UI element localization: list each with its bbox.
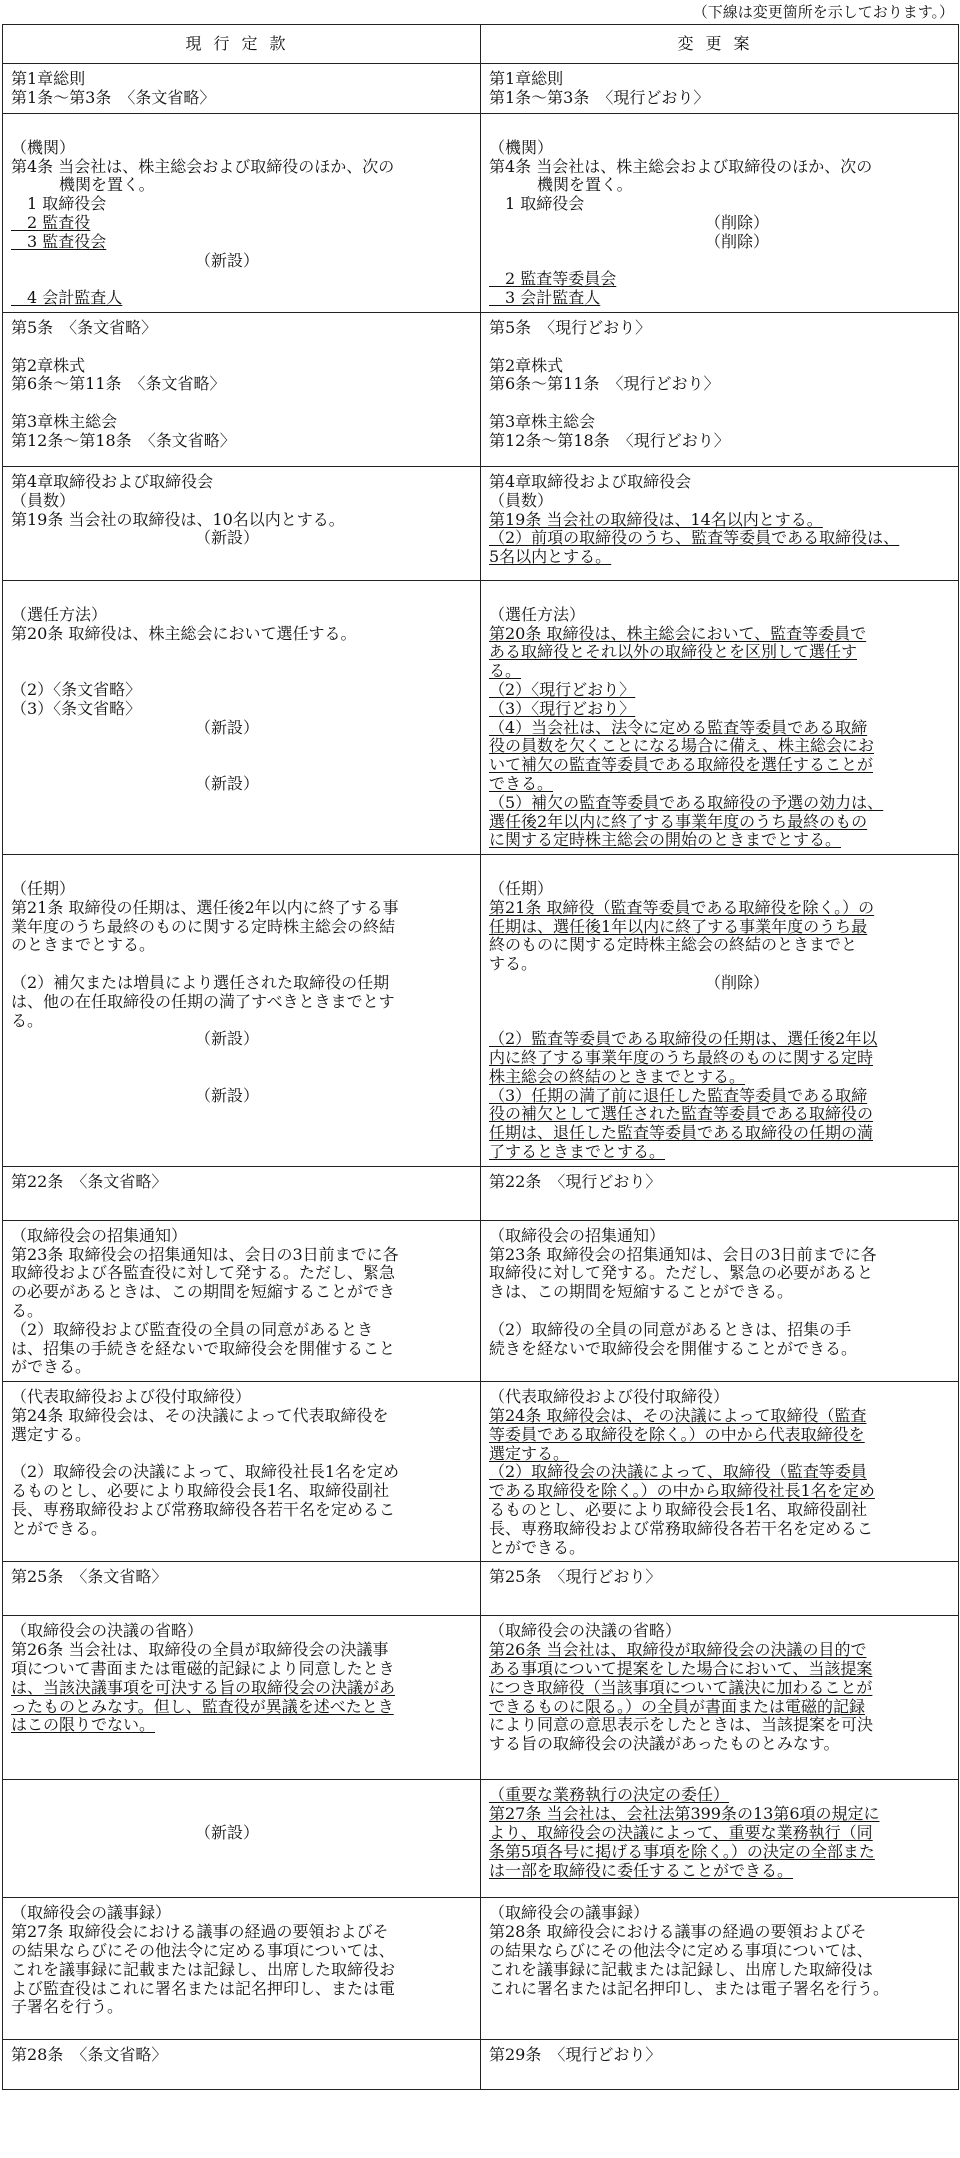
article-line: ができる。 bbox=[11, 1357, 92, 1377]
proposed-article-cell bbox=[481, 312, 959, 466]
article-line: は、他の在任取締役の任期の満了すべきときまでとす bbox=[11, 991, 395, 1011]
current-article-cell bbox=[3, 312, 481, 466]
article-line: るものとし、必要により取締役会長1名、取締役副社 bbox=[11, 1481, 390, 1501]
article-line: 第6条～第11条 〈現行どおり〉 bbox=[489, 374, 720, 394]
article-line: （員数） bbox=[489, 490, 554, 510]
article-line: 役の補欠として選任された監査等委員である取締役の bbox=[489, 1104, 874, 1124]
article-line: により同意の意思表示をしたときは、当該提案を可決 bbox=[489, 1715, 874, 1735]
article-line: 1 取締役会 bbox=[11, 194, 107, 214]
article-line: （2）補欠または増員により選任された取締役の任期 bbox=[11, 972, 390, 992]
table-row bbox=[3, 1382, 959, 1562]
article-line: これを議事録に記載または記録し、出席した取締役お bbox=[11, 1959, 396, 1979]
article-line: である取締役を除く。）の中から取締役社長1名を定め bbox=[489, 1481, 875, 1501]
article-line: （新設） bbox=[11, 773, 260, 793]
current-articles-header: 現行定款 bbox=[3, 25, 481, 64]
article-line: 第12条～第18条 〈条文省略〉 bbox=[11, 430, 236, 450]
article-line: （2）取締役の全員の同意があるときは、招集の手 bbox=[489, 1319, 852, 1339]
article-line: これを議事録に記載または記録し、出席した取締役は bbox=[489, 1959, 874, 1979]
article-line: 第23条 取締役会の招集通知は、会日の3日前までに各 bbox=[11, 1244, 399, 1264]
article-line: きは、この期間を短縮することができる。 bbox=[489, 1282, 794, 1302]
table-row bbox=[3, 580, 959, 854]
article-line: るものとし、必要により取締役会長1名、取締役副社 bbox=[489, 1500, 868, 1520]
article-line: 長、専務取締役および常務取締役各若干名を定めるこ bbox=[489, 1518, 874, 1538]
article-line bbox=[489, 1302, 950, 1321]
article-line: （取締役会の議事録） bbox=[11, 1903, 172, 1923]
article-line: 第27条 取締役会における議事の経過の要領およびそ bbox=[11, 1922, 389, 1942]
article-line: 第4条 当会社は、株主総会および取締役のほか、次の bbox=[11, 156, 395, 176]
article-line: （5）補欠の監査等委員である取締役の予選の効力は、 bbox=[489, 792, 884, 812]
article-line: 取締役および各監査役に対して発する。ただし、緊急 bbox=[11, 1263, 396, 1283]
article-line bbox=[489, 587, 950, 606]
proposed-article-cell bbox=[481, 1780, 959, 1898]
article-line bbox=[489, 861, 950, 880]
current-article-cell bbox=[3, 1166, 481, 1220]
article-line: （2）前項の取締役のうち、監査等委員である取締役は、 bbox=[489, 528, 900, 548]
article-line: できる。 bbox=[489, 773, 554, 793]
article-line: 2 監査役 bbox=[11, 212, 91, 232]
article-line: 第21条 取締役の任期は、選任後2年以内に終了する事 bbox=[11, 897, 399, 917]
article-line: （削除） bbox=[489, 972, 770, 992]
article-line: る。 bbox=[11, 1010, 44, 1030]
article-line bbox=[11, 587, 472, 606]
article-line: 第2章株式 bbox=[489, 355, 564, 375]
table-row bbox=[3, 114, 959, 313]
article-line: 第1条～第3条 〈条文省略〉 bbox=[11, 87, 216, 107]
article-line: 第1章総則 bbox=[11, 69, 86, 88]
article-line: 役の員数を欠くことになる場合に備え、株主総会にお bbox=[489, 736, 874, 756]
article-line: （代表取締役および役付取締役） bbox=[11, 1387, 252, 1407]
article-line: 終のものに関する定時株主総会の終結のときまでと bbox=[489, 935, 858, 955]
article-line bbox=[489, 120, 950, 139]
article-line bbox=[11, 1068, 472, 1087]
table-row bbox=[3, 855, 959, 1167]
article-line: 第1章総則 bbox=[489, 69, 564, 88]
proposed-article-cell bbox=[481, 1220, 959, 1381]
table-row bbox=[3, 64, 959, 114]
article-line: 第28条 〈条文省略〉 bbox=[11, 2045, 168, 2065]
article-line: 項について書面または電磁的記録により同意したとき bbox=[11, 1659, 395, 1679]
article-line: できるものに限る。）の全員が書面または電磁的記録 bbox=[489, 1696, 866, 1716]
article-line bbox=[11, 338, 472, 357]
article-line: （2）取締役会の決議によって、取締役社長1名を定め bbox=[11, 1462, 400, 1482]
article-line: 第5条 〈現行どおり〉 bbox=[489, 317, 652, 337]
table-row bbox=[3, 1898, 959, 2040]
article-line: （新設） bbox=[11, 1085, 260, 1105]
article-line: 第12条～第18条 〈現行どおり〉 bbox=[489, 430, 730, 450]
article-line: 任期は、選任後1年以内に終了する事業年度のうち最 bbox=[489, 916, 868, 936]
article-line: 第3章株主総会 bbox=[11, 411, 118, 431]
article-line: （新設） bbox=[11, 1029, 260, 1049]
article-line: （取締役会の招集通知） bbox=[489, 1225, 666, 1245]
current-article-cell bbox=[3, 1562, 481, 1616]
article-line: 了するときまでとする。 bbox=[489, 1142, 666, 1162]
article-line: （員数） bbox=[11, 490, 76, 510]
proposed-article-cell bbox=[481, 64, 959, 114]
article-line: 第25条 〈現行どおり〉 bbox=[489, 1567, 662, 1587]
article-line: よび監査役はこれに署名または記名押印し、または電 bbox=[11, 1978, 396, 1998]
article-line: 第4章取締役および取締役会 bbox=[489, 471, 692, 491]
article-line: （3）〈条文省略〉 bbox=[11, 698, 142, 718]
article-line: （4）当会社は、法令に定める監査等委員である取締 bbox=[489, 717, 868, 737]
article-line: の必要があるときは、この期間を短縮することができ bbox=[11, 1282, 396, 1302]
article-line: る。 bbox=[11, 1301, 44, 1321]
article-line bbox=[11, 861, 472, 880]
article-line: 3 会計監査人 bbox=[489, 288, 601, 308]
current-article-cell bbox=[3, 1220, 481, 1381]
article-line: 4 会計監査人 bbox=[11, 288, 123, 308]
table-row bbox=[3, 1780, 959, 1898]
article-line: （取締役会の招集通知） bbox=[11, 1225, 188, 1245]
article-line: ったものとみなす。但し、監査役が異議を述べたとき bbox=[11, 1696, 394, 1716]
article-line: （選任方法） bbox=[489, 604, 586, 624]
article-line: （取締役会の決議の省略） bbox=[11, 1621, 204, 1641]
article-line: 第5条 〈条文省略〉 bbox=[11, 317, 158, 337]
article-line: 選定する。 bbox=[11, 1424, 92, 1444]
article-line: （新設） bbox=[11, 1823, 260, 1843]
article-line: 長、専務取締役および常務取締役各若干名を定めるこ bbox=[11, 1500, 396, 1520]
article-line bbox=[11, 955, 472, 974]
article-line: 3 監査役会 bbox=[11, 231, 107, 251]
table-row bbox=[3, 466, 959, 580]
article-line: （任期） bbox=[11, 878, 76, 898]
article-line: 任期は、退任した監査等委員である取締役の任期の満 bbox=[489, 1123, 874, 1143]
article-line: （新設） bbox=[11, 717, 260, 737]
article-line bbox=[11, 756, 472, 775]
article-line: 第4章取締役および取締役会 bbox=[11, 471, 214, 491]
article-line: 第19条 当会社の取締役は、14名以内とする。 bbox=[489, 509, 823, 529]
article-line bbox=[11, 1786, 472, 1805]
article-line: 機関を置く。 bbox=[489, 175, 633, 195]
article-line: する旨の取締役会の決議があったものとみなす。 bbox=[489, 1734, 840, 1754]
proposed-changes-header: 変更案 bbox=[481, 25, 959, 64]
article-line bbox=[489, 1012, 950, 1031]
article-line: 子署名を行う。 bbox=[11, 1997, 124, 2017]
article-line: 2 監査等委員会 bbox=[489, 269, 617, 289]
article-line: （重要な業務執行の決定の委任） bbox=[489, 1785, 730, 1805]
article-line: （削除） bbox=[489, 212, 770, 232]
article-line bbox=[489, 338, 950, 357]
article-line: 第2章株式 bbox=[11, 355, 86, 375]
article-line: 等委員である取締役を除く。）の中から代表取締役を bbox=[489, 1424, 865, 1444]
article-line: （2）取締役および監査役の全員の同意があるとき bbox=[11, 1319, 374, 1339]
article-line bbox=[11, 662, 472, 681]
amendment-comparison-table bbox=[2, 24, 959, 2090]
table-row bbox=[3, 1616, 959, 1780]
article-line: のときまでとする。 bbox=[11, 935, 156, 955]
article-line: の結果ならびにその他法令に定める事項については、 bbox=[11, 1941, 395, 1961]
article-line: 第27条 当会社は、会社法第399条の13第6項の規定に bbox=[489, 1804, 880, 1824]
proposed-article-cell bbox=[481, 1616, 959, 1780]
article-line: 選定する。 bbox=[489, 1443, 570, 1463]
article-line: （2）〈現行どおり〉 bbox=[489, 679, 636, 699]
table-body bbox=[3, 64, 959, 2090]
article-line: 第28条 取締役会における議事の経過の要領およびそ bbox=[489, 1922, 867, 1942]
article-line: 第4条 当会社は、株主総会および取締役のほか、次の bbox=[489, 156, 873, 176]
article-line: 第21条 取締役（監査等委員である取締役を除く。）の bbox=[489, 897, 875, 917]
article-line: 第25条 〈条文省略〉 bbox=[11, 1567, 168, 1587]
article-line: （削除） bbox=[489, 231, 770, 251]
proposed-article-cell bbox=[481, 1898, 959, 2040]
article-line: （3）〈現行どおり〉 bbox=[489, 698, 636, 718]
article-line: （新設） bbox=[11, 528, 260, 548]
table-row bbox=[3, 1166, 959, 1220]
article-line bbox=[11, 737, 472, 756]
article-line: する。 bbox=[489, 954, 538, 974]
article-line: （2）〈条文省略〉 bbox=[11, 679, 142, 699]
article-line: 第20条 取締役は、株主総会において選任する。 bbox=[11, 623, 357, 643]
article-line bbox=[11, 1445, 472, 1464]
table-row bbox=[3, 312, 959, 466]
article-line: は一部を取締役に委任することができる。 bbox=[489, 1860, 794, 1880]
current-article-cell bbox=[3, 1616, 481, 1780]
current-article-cell bbox=[3, 114, 481, 313]
proposed-article-cell bbox=[481, 1562, 959, 1616]
article-line bbox=[11, 394, 472, 413]
article-line: る。 bbox=[489, 661, 522, 681]
article-line: （新設） bbox=[11, 250, 260, 270]
article-line: 条第5項各号に掲げる事項を除く。）の決定の全部また bbox=[489, 1841, 875, 1861]
article-line bbox=[11, 120, 472, 139]
article-line: 第6条～第11条 〈条文省略〉 bbox=[11, 374, 226, 394]
article-line: 第3章株主総会 bbox=[489, 411, 596, 431]
current-article-cell bbox=[3, 466, 481, 580]
article-line: 5名以内とする。 bbox=[489, 547, 612, 567]
article-line: の結果ならびにその他法令に定める事項については、 bbox=[489, 1941, 873, 1961]
article-line: 第20条 取締役は、株主総会において、監査等委員で bbox=[489, 623, 867, 643]
table-row bbox=[3, 1562, 959, 1616]
article-line bbox=[11, 643, 472, 662]
article-line bbox=[11, 270, 472, 289]
article-line: 第23条 取締役会の招集通知は、会日の3日前までに各 bbox=[489, 1244, 877, 1264]
article-line: とができる。 bbox=[489, 1537, 586, 1557]
article-line: はこの限りでない。 bbox=[11, 1715, 156, 1735]
current-article-cell bbox=[3, 2040, 481, 2090]
article-line: （機関） bbox=[11, 137, 76, 157]
article-line: 第29条 〈現行どおり〉 bbox=[489, 2045, 662, 2065]
article-line: （3）任期の満了前に退任した監査等委員である取締 bbox=[489, 1085, 868, 1105]
article-line: 機関を置く。 bbox=[11, 175, 155, 195]
proposed-article-cell bbox=[481, 1166, 959, 1220]
article-line: （取締役会の議事録） bbox=[489, 1903, 650, 1923]
proposed-article-cell bbox=[481, 2040, 959, 2090]
current-article-cell bbox=[3, 855, 481, 1167]
article-line: （任期） bbox=[489, 878, 554, 898]
article-line: これに署名または記名押印し、または電子署名を行う。 bbox=[489, 1978, 890, 1998]
article-line: 第22条 〈現行どおり〉 bbox=[489, 1171, 662, 1191]
article-line: 続きを経ないで取締役会を開催することができる。 bbox=[489, 1338, 858, 1358]
current-article-cell bbox=[3, 1382, 481, 1562]
article-line: 選任後2年以内に終了する事業年度のうち最終のもの bbox=[489, 811, 868, 831]
article-line bbox=[489, 394, 950, 413]
article-line bbox=[489, 252, 950, 271]
current-article-cell bbox=[3, 1898, 481, 2040]
article-line: ある事項について提案をした場合において、当該提案 bbox=[489, 1659, 873, 1679]
article-line: とができる。 bbox=[11, 1518, 108, 1538]
article-line: いて補欠の監査等委員である取締役を選任することが bbox=[489, 755, 874, 775]
article-line: （代表取締役および役付取締役） bbox=[489, 1387, 730, 1407]
article-line: （選任方法） bbox=[11, 604, 108, 624]
article-line: 第24条 取締役会は、その決議によって代表取締役を bbox=[11, 1406, 389, 1426]
article-line: 1 取締役会 bbox=[489, 194, 585, 214]
article-line: は、当該決議事項を可決する旨の取締役会の決議があ bbox=[11, 1677, 396, 1697]
header-row bbox=[3, 25, 959, 64]
article-line: （2）監査等委員である取締役の任期は、選任後2年以 bbox=[489, 1029, 878, 1049]
article-line: 第1条～第3条 〈現行どおり〉 bbox=[489, 87, 710, 107]
current-article-cell bbox=[3, 64, 481, 114]
article-line: 第24条 取締役会は、その決議によって取締役（監査 bbox=[489, 1406, 867, 1426]
article-line: 株主総会の終結のときまでとする。 bbox=[489, 1066, 746, 1086]
table-row bbox=[3, 1220, 959, 1381]
article-line: （機関） bbox=[489, 137, 554, 157]
article-line: に関する定時株主総会の開始のときまでとする。 bbox=[489, 830, 842, 850]
article-line: 取締役に対して発する。ただし、緊急の必要があると bbox=[489, 1263, 874, 1283]
article-line: （取締役会の決議の省略） bbox=[489, 1621, 682, 1641]
current-article-cell bbox=[3, 1780, 481, 1898]
article-line: は、招集の手続きを経ないで取締役会を開催すること bbox=[11, 1338, 396, 1358]
article-line: 第26条 当会社は、取締役が取締役会の決議の目的で bbox=[489, 1640, 867, 1660]
current-article-cell bbox=[3, 580, 481, 854]
article-line: 第22条 〈条文省略〉 bbox=[11, 1171, 168, 1191]
article-line bbox=[11, 1805, 472, 1824]
article-line: （2）取締役会の決議によって、取締役（監査等委員 bbox=[489, 1462, 867, 1482]
article-line: 業年度のうち最終のものに関する定時株主総会の終結 bbox=[11, 916, 396, 936]
proposed-article-cell bbox=[481, 855, 959, 1167]
article-line: につき取締役（当該事項について議決に加わることが bbox=[489, 1677, 873, 1697]
article-line: 第19条 当会社の取締役は、10名以内とする。 bbox=[11, 509, 345, 529]
article-line bbox=[489, 993, 950, 1012]
proposed-article-cell bbox=[481, 466, 959, 580]
article-line: ある取締役とそれ以外の取締役とを区別して選任す bbox=[489, 642, 858, 662]
table-row bbox=[3, 2040, 959, 2090]
article-line: 第26条 当会社は、取締役の全員が取締役会の決議事 bbox=[11, 1640, 389, 1660]
article-line: より、取締役会の決議によって、重要な業務執行（同 bbox=[489, 1823, 873, 1843]
article-line: 内に終了する事業年度のうち最終のものに関する定時 bbox=[489, 1048, 874, 1068]
article-line bbox=[11, 1049, 472, 1068]
proposed-article-cell bbox=[481, 114, 959, 313]
change-note: （下線は変更箇所を示しております。） bbox=[692, 3, 954, 21]
proposed-article-cell bbox=[481, 1382, 959, 1562]
proposed-article-cell bbox=[481, 580, 959, 854]
